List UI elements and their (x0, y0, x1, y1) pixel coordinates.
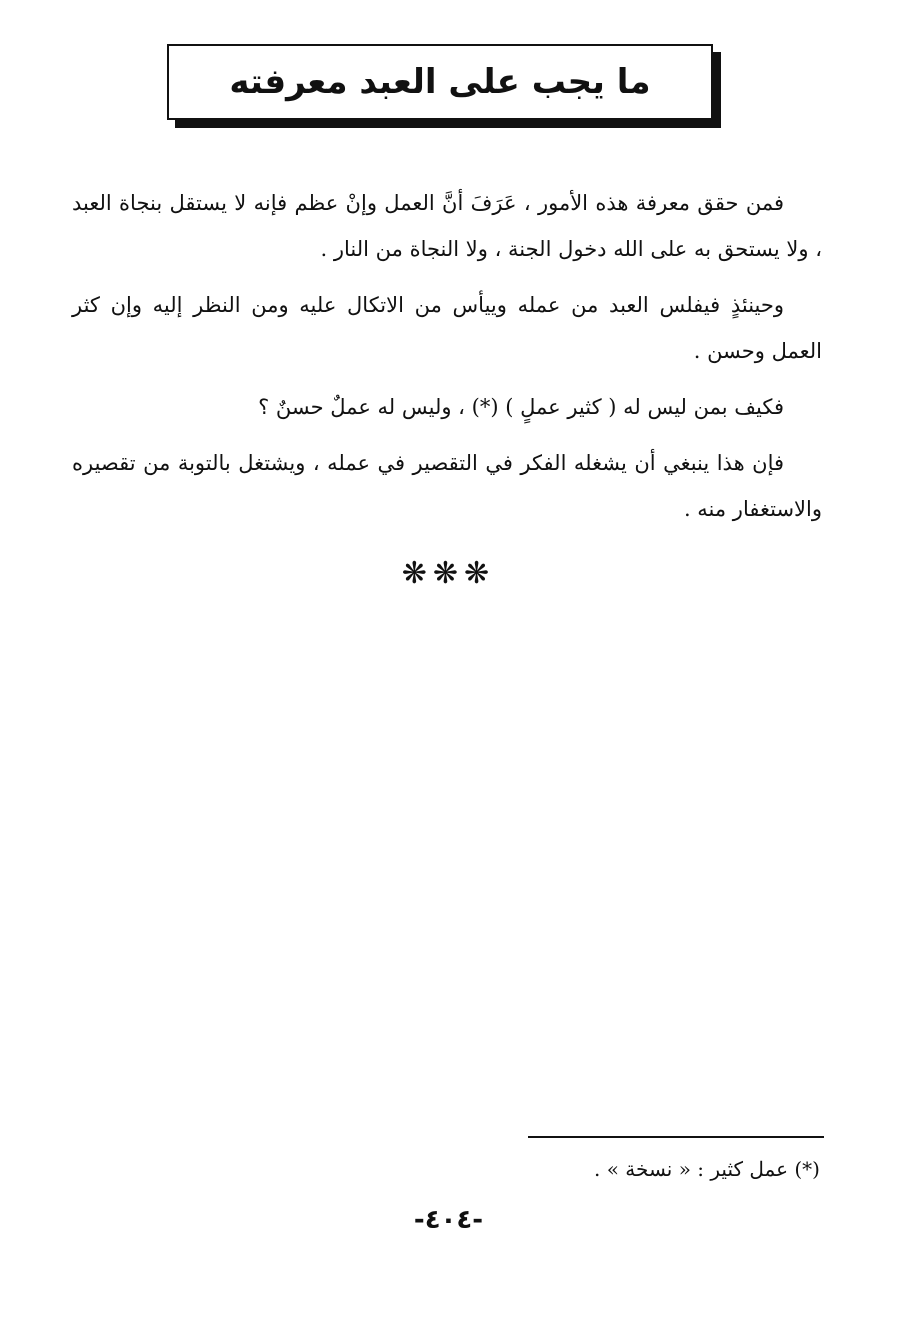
body-text (72, 180, 822, 542)
paragraph-3: فكيف بمن ليس له ( كثير عملٍ ) (*) ، وليس له عملٌ حسنٌ ؟ (258, 395, 784, 419)
chapter-title: ما يجب على العبد معرفته (229, 62, 651, 102)
footnote-divider (528, 1136, 824, 1138)
paragraph-4: فإن هذا ينبغي أن يشغله الفكر في التقصير في عمله ، ويشتغل بالتوبة من تقصيره والاستغفار منه . (72, 451, 822, 521)
paragraph-1: فمن حقق معرفة هذه الأمور ، عَرَفَ أنَّ العمل وإنْ عظم فإنه لا يستقل بنجاة العبد ، ولا يستحق به على الله دخول الجنة ، ولا النجاة من النار . (72, 191, 822, 261)
chapter-title-box (167, 44, 713, 120)
section-separator: ❋❋❋ (401, 556, 496, 591)
paragraph-2: وحينئذٍ فيفلس العبد من عمله وييأس من الاتكال عليه ومن النظر إليه وإن كثر العمل وحسن . (72, 293, 822, 363)
footnote: (*) عمل كثير : « نسخة » . (594, 1157, 820, 1181)
page-number: -٤٠٤- (413, 1205, 484, 1235)
